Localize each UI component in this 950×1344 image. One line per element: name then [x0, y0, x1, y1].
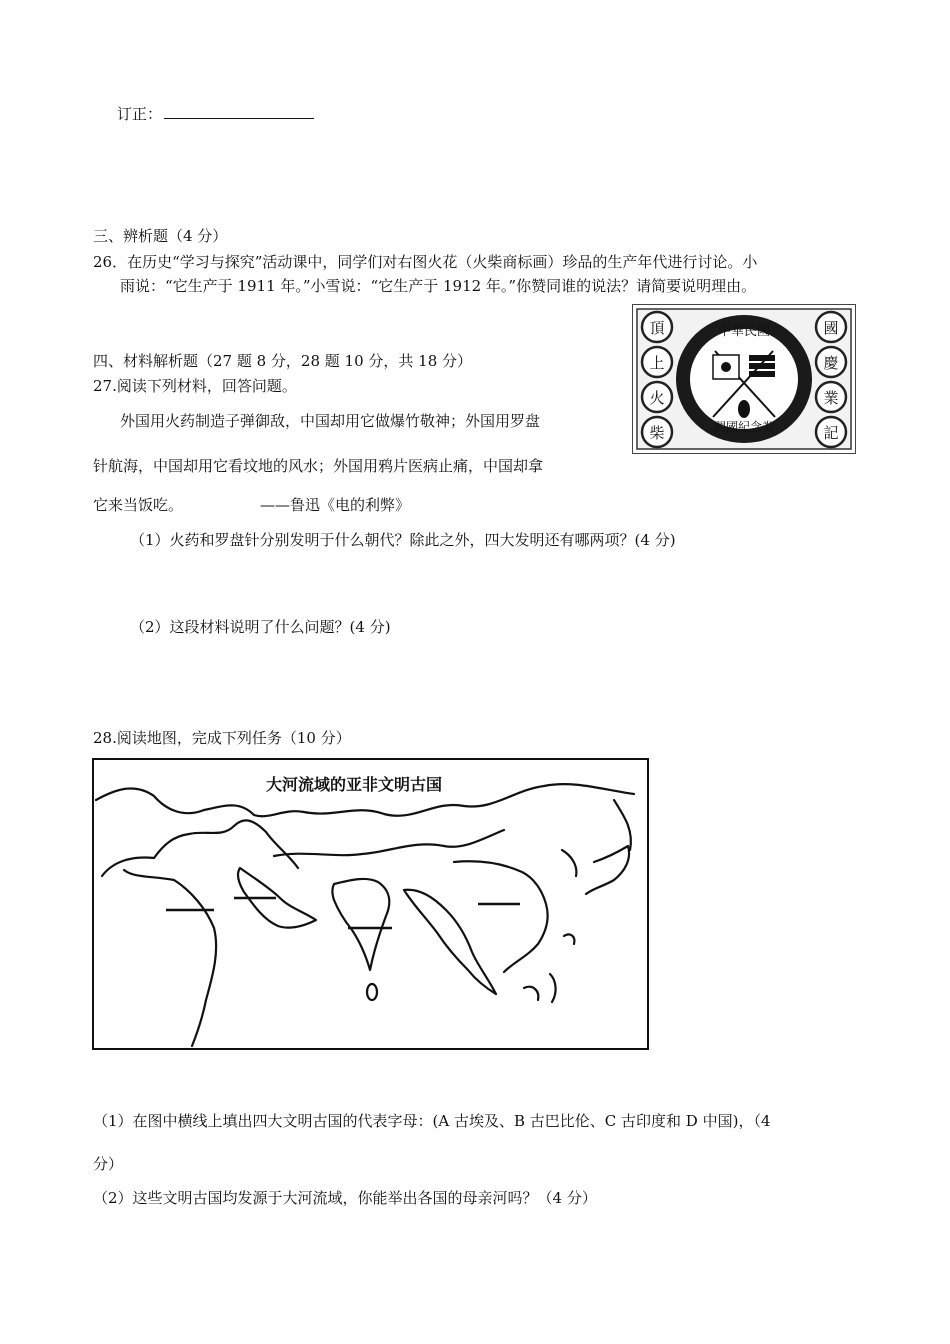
q28-title: 28.阅读地图，完成下列任务（10 分）	[93, 729, 351, 747]
q26-line2: 雨说：“它生产于 1911 年。”小雪说：“它生产于 1912 年。”你赞同谁的说法？请简要说明理由。	[120, 277, 757, 295]
map-islands	[524, 934, 574, 1002]
river-civilizations-map	[92, 758, 649, 1050]
q26-line1: 26．在历史“学习与探究”活动课中，同学们对右图火花（火柴商标画）珍品的生产年代进行讨论。小	[93, 253, 758, 271]
map-china-coast	[454, 861, 548, 972]
map-east-coast-kamchatka	[614, 800, 631, 850]
stamp-medallion	[676, 315, 812, 443]
stamp-left-char: 柴	[649, 424, 665, 442]
section4-heading: 四、材料解析题（27 题 8 分，28 题 10 分，共 18 分）	[93, 352, 473, 370]
section3-heading: 三、辨析题（4 分）	[93, 227, 228, 245]
map-southeast-asia	[404, 890, 496, 994]
stamp-right-char: 記	[823, 424, 839, 442]
q27-material-line1: 外国用火药制造子弹御敌，中国却用它做爆竹敬神；外国用罗盘	[120, 412, 541, 430]
correction-line	[117, 104, 314, 123]
stamp-right-char: 慶	[823, 354, 839, 372]
correction-blank[interactable]	[164, 104, 314, 119]
map-mountain-line	[274, 830, 504, 856]
stamp-left-char: 火	[649, 389, 665, 407]
q27-title: 27.阅读下列材料，回答问题。	[93, 377, 297, 395]
map-coastline-africa	[124, 870, 216, 1046]
q27-material-line3: 它来当饭吃。	[93, 496, 184, 514]
correction-label: 订正：	[117, 105, 163, 123]
q27-source: ——鲁迅《电的利弊》	[260, 496, 411, 514]
stamp-right-char: 業	[823, 389, 839, 407]
map-korea-japan	[562, 846, 629, 894]
match-label-image	[632, 304, 856, 454]
map-answer-blanks	[166, 898, 520, 928]
q27-material-line2: 针航海，中国却用它看坟地的风水；外国用鸦片医病止痛，中国却拿	[93, 457, 544, 475]
q27-sub2: （2）这段材料说明了什么问题？(4 分)	[130, 618, 391, 636]
stamp-left-char: 頂	[649, 319, 665, 337]
q28-sub1-line1: （1）在图中横线上填出四大文明古国的代表字母：(A 古埃及、B 古巴比伦、C 古印度和 D 中国)，（4	[93, 1112, 771, 1130]
map-title: 大河流域的亚非文明古国	[265, 775, 443, 794]
stamp-left-char: 上	[649, 354, 665, 372]
q28-sub1-line2: 分）	[93, 1155, 124, 1173]
stamp-right-char: 國	[823, 319, 839, 337]
stamp-bottom-arc: 開國紀念券	[713, 420, 775, 434]
map-sri-lanka	[367, 984, 377, 1000]
stamp-top-arc: 中華民國	[717, 324, 771, 339]
map-coastline-europe	[102, 820, 298, 876]
q27-sub1: （1）火药和罗盘针分别发明于什么朝代？除此之外，四大发明还有哪两项？(4 分)	[130, 531, 676, 549]
q28-sub2: （2）这些文明古国均发源于大河流域，你能举出各国的母亲河吗？（4 分）	[93, 1189, 597, 1207]
map-india	[333, 879, 390, 970]
